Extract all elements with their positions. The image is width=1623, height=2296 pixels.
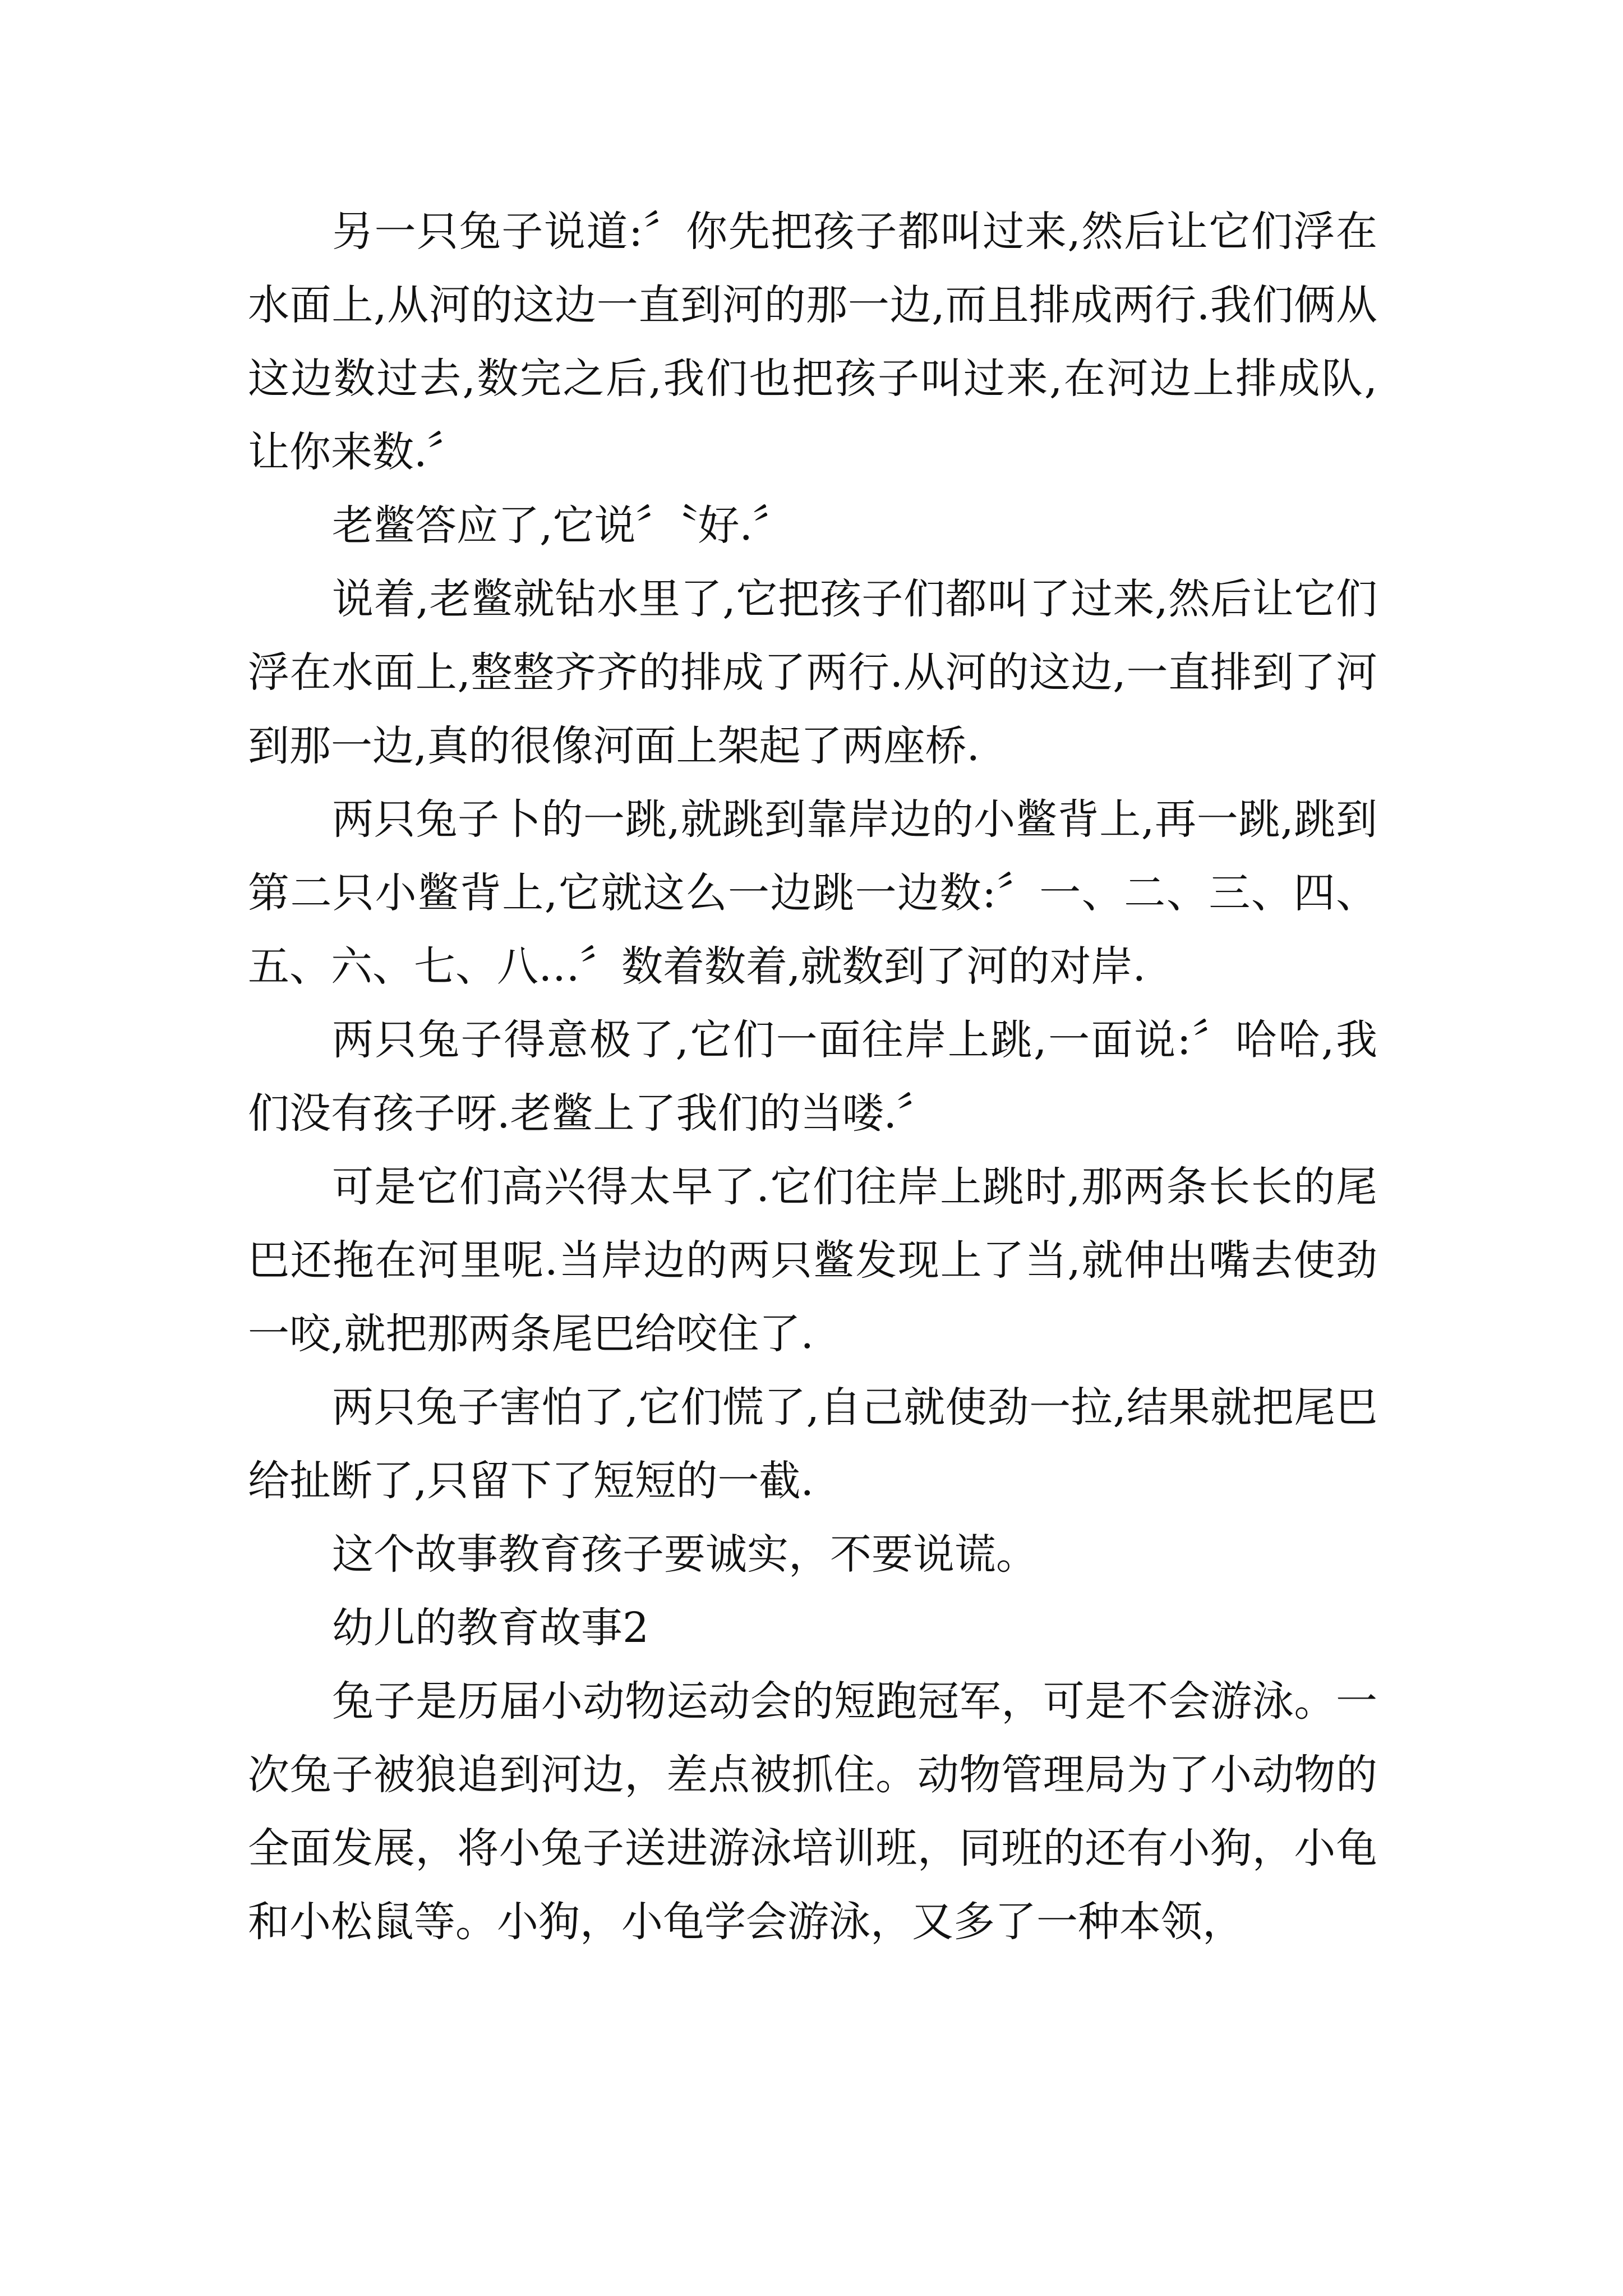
section-heading: 幼儿的教育故事2 <box>332 1604 649 1652</box>
paragraph-tails-broken: 两只兔子害怕了,它们慌了,自己就使劲一拉,结果就把尾巴给扯断了,只留下了短短的一截. <box>248 1383 1377 1505</box>
paragraph-turtle-agrees: 老鳖答应了,它说〞〝好.〞 <box>332 501 795 550</box>
paragraph-swimming-class: 兔子是历届小动物运动会的短跑冠军，可是不会游泳。一次兔子被狼追到河边，差点被抓住。动物管理局为了小动物的全面发展，将小兔子送进游泳培训班，同班的还有小狗，小龟和小松鼠等。小狗，小龟学会游泳，又多了一种本领， <box>248 1677 1377 1946</box>
paragraph-rabbits-counting: 两只兔子卜的一跳,就跳到靠岸边的小鳖背上,再一跳,跳到第二只小鳖背上,它就这么一边跳一边数:〞一、二、三、四、五、六、七、八…〞数着数着,就数到了河的对岸. <box>248 795 1377 991</box>
paragraph-rabbits-gloat: 两只兔子得意极了,它们一面往岸上跳,一面说:〞哈哈,我们没有孩子呀.老鳖上了我们的当喽.〞 <box>248 1016 1377 1138</box>
paragraph-moral: 这个故事教育孩子要诚实，不要说谎。 <box>332 1530 1038 1579</box>
paragraph-turtles-line-up: 说着,老鳖就钻水里了,它把孩子们都叫了过来,然后让它们浮在水面上,整整齐齐的排成了两行.从河的这边,一直排到了河到那一边,真的很像河面上架起了两座桥. <box>248 575 1377 770</box>
paragraph-tails-bitten: 可是它们高兴得太早了.它们往岸上跳时,那两条长长的尾巴还拖在河里呢.当岸边的两只鳖发现上了当,就伸出嘴去使劲一咬,就把那两条尾巴给咬住了. <box>248 1163 1377 1358</box>
body-text <box>248 195 1377 1959</box>
paragraph-rabbit-proposal: 另一只兔子说道:〞你先把孩子都叫过来,然后让它们浮在水面上,从河的这边一直到河的那一边,而且排成两行.我们俩从这边数过去,数完之后,我们也把孩子叫过来,在河边上排成队,让你来数.〞 <box>248 208 1377 476</box>
